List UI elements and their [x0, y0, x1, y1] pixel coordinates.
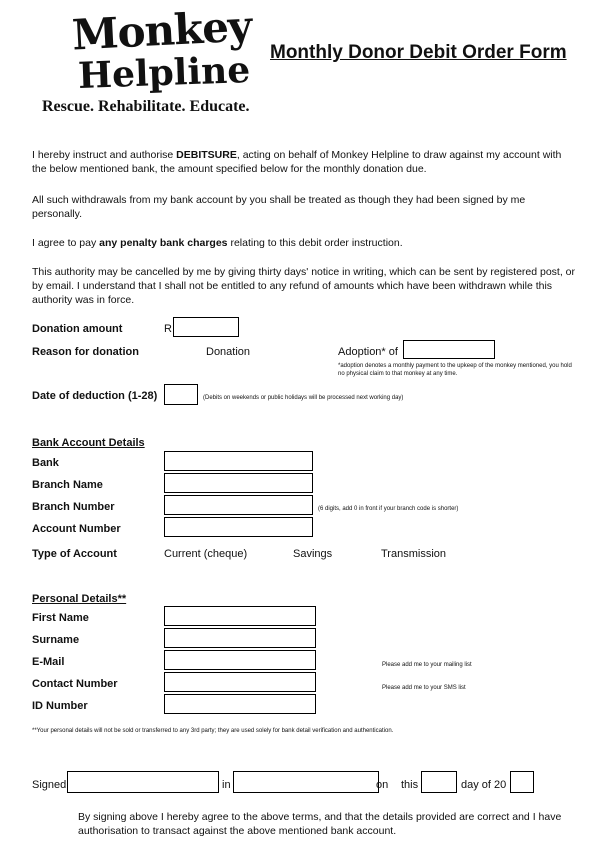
account-number-field[interactable]	[164, 517, 313, 537]
account-number-label: Account Number	[32, 523, 121, 535]
logo-monkey: Monkey	[70, 1, 253, 60]
paragraph-penalty	[32, 236, 577, 250]
form-title: Monthly Donor Debit Order Form	[270, 42, 567, 63]
branch-number-field[interactable]	[164, 495, 313, 515]
email-field[interactable]	[164, 650, 316, 670]
contact-number-label: Contact Number	[32, 678, 118, 690]
signed-place-field[interactable]	[233, 771, 379, 793]
donation-amount-field[interactable]	[173, 317, 239, 337]
bank-field[interactable]	[164, 451, 313, 471]
id-number-field[interactable]	[164, 694, 316, 714]
account-type-current[interactable]: Current (cheque)	[164, 548, 248, 560]
in-label: in	[222, 779, 231, 791]
branch-name-label: Branch Name	[32, 479, 103, 491]
agreement-text: By signing above I hereby agree to the above terms, and that the details provided are correct and I have authorisation to transact against the above mentioned bank account.	[78, 811, 562, 837]
logo-helpline: Helpline	[77, 49, 251, 97]
signed-day-field[interactable]	[421, 771, 457, 793]
sms-list-note: Please add me to your SMS list	[382, 685, 466, 691]
day-of-label: day of 20	[461, 779, 507, 791]
first-name-field[interactable]	[164, 606, 316, 626]
branch-name-field[interactable]	[164, 473, 313, 493]
mailing-list-note: Please add me to your mailing list	[382, 662, 472, 668]
date-deduction-note: (Debits on weekends or public holidays will be processed next working day)	[203, 395, 404, 401]
surname-label: Surname	[32, 634, 80, 646]
debitsure-name: DEBITSURE	[176, 149, 237, 161]
surname-field[interactable]	[164, 628, 316, 648]
paragraph-withdrawals: All such withdrawals from my bank account by you shall be treated as though they had been signed by me personally.	[32, 194, 526, 220]
branch-number-label: Branch Number	[32, 501, 115, 513]
donation-amount-label: Donation amount	[32, 323, 123, 335]
paragraph-text: , acting on behalf of Monkey Helpline to draw against my account with the below mentioned bank, the amount specified below for the monthly donation due.	[32, 149, 562, 175]
signature-field[interactable]	[67, 771, 219, 793]
paragraph-text: relating to this debit order instruction.	[227, 237, 403, 249]
penalty-charges: any penalty bank charges	[99, 237, 228, 249]
tagline: Rescue. Rehabilitate. Educate.	[42, 98, 250, 115]
first-name-label: First Name	[32, 612, 89, 624]
reason-adoption-option[interactable]: Adoption* of	[338, 346, 398, 358]
privacy-footnote: **Your personal details will not be sold or transferred to any 3rd party; they are used solely for bank detail verification and authentication.	[32, 728, 394, 734]
on-label: on	[376, 779, 389, 791]
paragraph-authorisation	[32, 148, 577, 176]
paragraph-text: I agree to pay	[32, 237, 100, 249]
paragraph-text: I hereby instruct and authorise	[32, 149, 177, 161]
currency-symbol: R	[164, 323, 172, 335]
branch-number-note: (6 digits, add 0 in front if your branch code is shorter)	[318, 506, 459, 512]
email-label: E-Mail	[32, 656, 65, 668]
reason-donation-option[interactable]: Donation	[206, 346, 251, 358]
contact-number-field[interactable]	[164, 672, 316, 692]
account-type-transmission[interactable]: Transmission	[381, 548, 446, 560]
id-number-label: ID Number	[32, 700, 88, 712]
account-type-label: Type of Account	[32, 548, 117, 560]
signed-year-field[interactable]	[510, 771, 534, 793]
adoption-monkey-field[interactable]	[403, 340, 495, 359]
bank-label: Bank	[32, 457, 59, 469]
reason-label: Reason for donation	[32, 346, 139, 358]
date-deduction-field[interactable]	[164, 384, 198, 405]
bank-section-heading: Bank Account Details	[32, 437, 145, 449]
personal-section-heading: Personal Details**	[32, 593, 127, 605]
account-type-savings[interactable]: Savings	[293, 548, 333, 560]
this-label: this	[401, 779, 419, 791]
paragraph-cancellation: This authority may be cancelled by me by giving thirty days' notice in writing, which can be sent by registered post, or by email. I understand that I shall not be entitled to any refund of amounts which have been withdrawn while this authority was in force.	[32, 266, 576, 306]
adoption-note: *adoption denotes a monthly payment to the upkeep of the monkey mentioned, you hold no physical claim to that monkey at any time.	[338, 363, 572, 377]
signed-label: Signed	[32, 779, 67, 791]
date-deduction-label: Date of deduction (1-28)	[32, 390, 158, 402]
